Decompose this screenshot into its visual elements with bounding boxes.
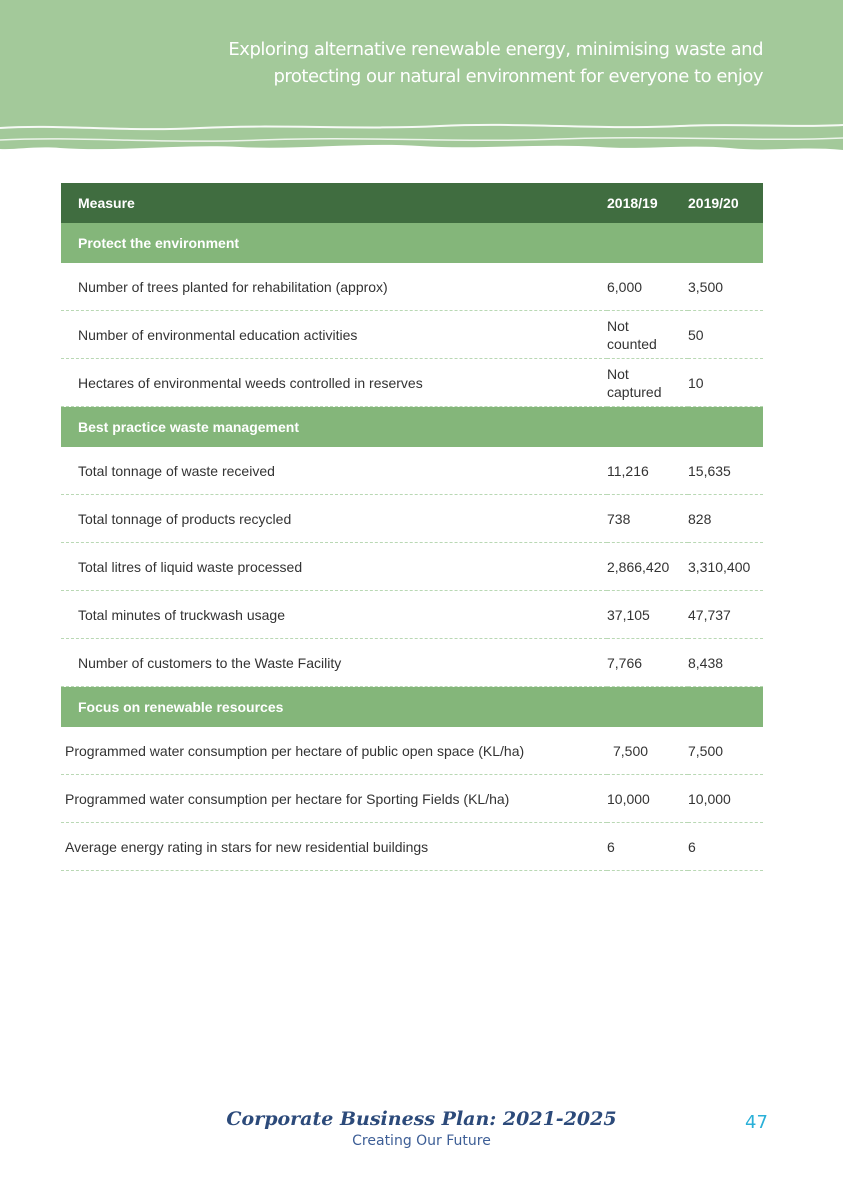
header-tagline-line2: protecting our natural environment for everyone to enjoy [273,66,763,87]
measures-table [61,183,763,871]
header-tagline [163,36,763,90]
value-2018-19: 37,105 [607,591,688,639]
value-2019-20: 10,000 [688,775,763,823]
page-number: 47 [745,1112,768,1133]
value-2019-20: 828 [688,495,763,543]
value-2018-19: 11,216 [607,447,688,495]
table-header-row [61,183,763,223]
value-2019-20: 15,635 [688,447,763,495]
column-header-2018-19: 2018/19 [607,183,688,223]
header-tagline-line1: Exploring alternative renewable energy, minimising waste and [228,39,763,60]
table-row [61,359,763,407]
value-2018-19 [607,359,688,407]
page-header [0,0,843,165]
table-row [61,495,763,543]
table-row [61,639,763,687]
section-header-row [61,687,763,728]
section-title: Focus on renewable resources [61,687,763,728]
section-header-row [61,407,763,448]
table-row [61,591,763,639]
value-2018-19-line1: Not [607,317,629,334]
footer-subtitle: Creating Our Future [352,1133,491,1149]
table-row [61,727,763,775]
footer-title: Corporate Business Plan: 2021-2025 [226,1108,617,1130]
value-2018-19-line1: Not [607,365,629,382]
value-2019-20: 6 [688,823,763,871]
measure-cell: Total minutes of truckwash usage [61,591,607,639]
value-2019-20: 3,310,400 [688,543,763,591]
section-title: Best practice waste management [61,407,763,448]
column-header-measure: Measure [61,183,607,223]
column-header-2019-20: 2019/20 [688,183,763,223]
measure-cell: Total litres of liquid waste processed [61,543,607,591]
value-2019-20: 50 [688,311,763,359]
table-row [61,823,763,871]
value-2018-19: 10,000 [607,775,688,823]
value-2019-20: 8,438 [688,639,763,687]
value-2018-19: 2,866,420 [607,543,688,591]
table-row [61,447,763,495]
measure-cell: Total tonnage of products recycled [61,495,607,543]
measure-cell: Programmed water consumption per hectare of public open space (KL/ha) [61,727,607,775]
measure-cell: Number of trees planted for rehabilitation (approx) [61,263,607,311]
value-2018-19: 6 [607,823,688,871]
value-2018-19: 7,500 [607,727,688,775]
value-2018-19-line2: captured [607,383,662,400]
table-row [61,263,763,311]
table-row [61,311,763,359]
section-header-row [61,223,763,263]
measure-cell: Programmed water consumption per hectare for Sporting Fields (KL/ha) [61,775,607,823]
value-2018-19-line2: counted [607,335,657,352]
value-2018-19 [607,311,688,359]
measure-cell: Number of environmental education activities [61,311,607,359]
measure-cell: Number of customers to the Waste Facility [61,639,607,687]
table-row [61,543,763,591]
section-title: Protect the environment [61,223,763,263]
measures-table-wrap [61,183,763,871]
value-2019-20: 7,500 [688,727,763,775]
table-row [61,775,763,823]
value-2019-20: 47,737 [688,591,763,639]
value-2018-19: 7,766 [607,639,688,687]
value-2018-19: 738 [607,495,688,543]
value-2019-20: 3,500 [688,263,763,311]
value-2018-19: 6,000 [607,263,688,311]
measure-cell: Hectares of environmental weeds controlled in reserves [61,359,607,407]
value-2019-20: 10 [688,359,763,407]
measure-cell: Total tonnage of waste received [61,447,607,495]
measure-cell: Average energy rating in stars for new residential buildings [61,823,607,871]
